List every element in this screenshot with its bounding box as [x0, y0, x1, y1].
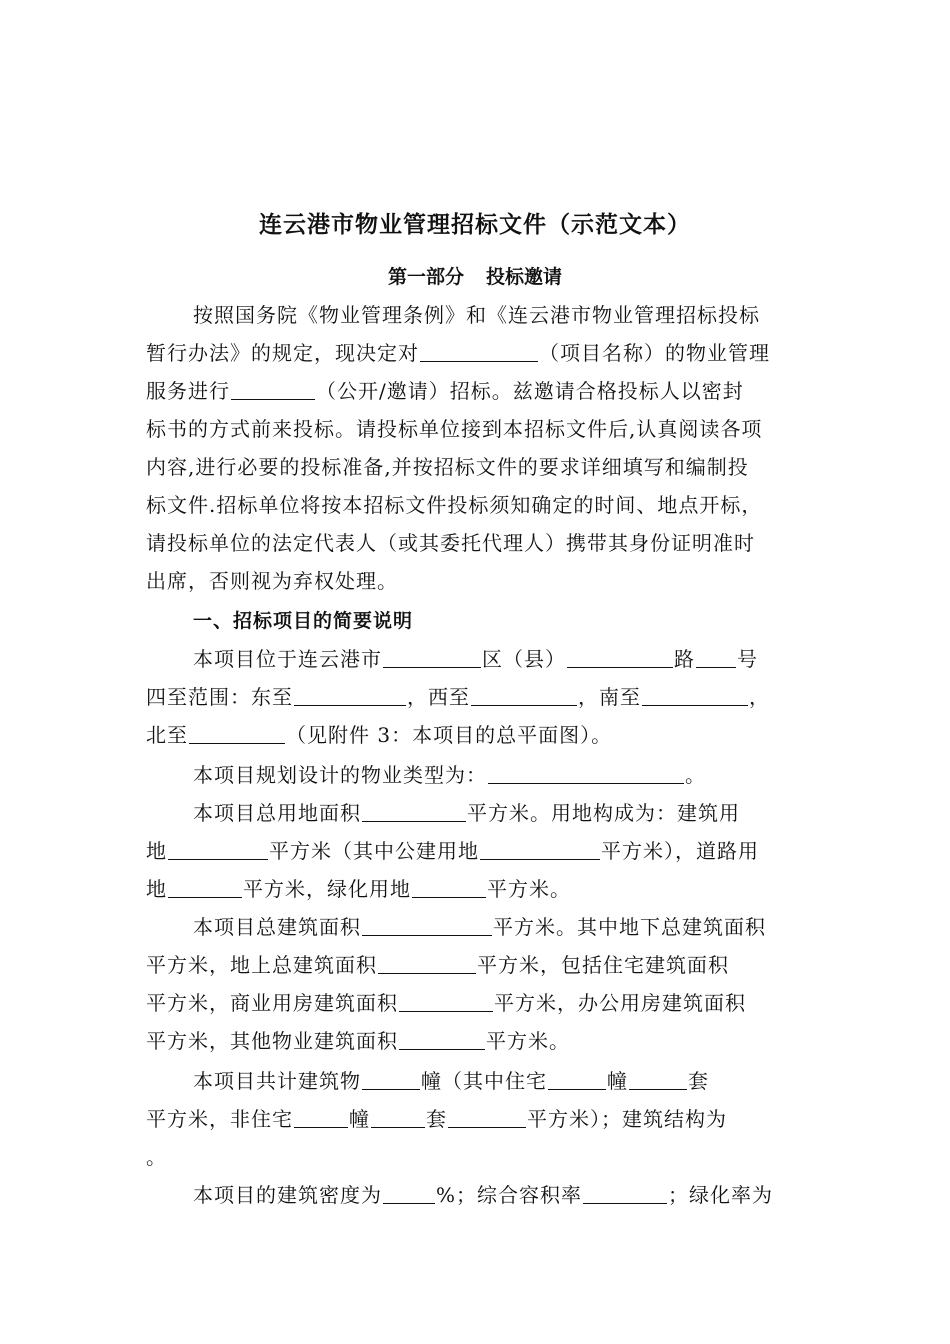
paragraph-line: 标文件.招标单位将按本招标文件投标须知确定的时间、地点开标， [146, 493, 763, 517]
part-heading [0, 262, 950, 289]
blank-field[interactable] [642, 683, 748, 706]
paragraph-line: 。 [146, 1145, 167, 1169]
blank-field[interactable] [383, 1181, 435, 1204]
blank-field[interactable] [371, 1105, 425, 1128]
blank-field[interactable] [189, 721, 285, 744]
blank-field[interactable] [399, 989, 493, 1012]
blank-field[interactable] [567, 645, 673, 668]
blank-field[interactable] [383, 645, 481, 668]
paragraph-line: 标书的方式前来投标。请投标单位接到本招标文件后,认真阅读各项 [146, 417, 763, 441]
blank-field[interactable] [412, 875, 486, 898]
blank-field[interactable] [362, 1067, 420, 1090]
paragraph-line: 本项目位于连云港市 区（县） 路 号 [193, 647, 758, 671]
blank-field[interactable] [480, 837, 600, 860]
paragraph-line: 本项目总建筑面积 平方米。其中地下总建筑面积 [193, 915, 766, 939]
paragraph-line: 暂行办法》的规定，现决定对 （项目名称）的物业管理 [146, 341, 770, 365]
blank-field[interactable] [168, 837, 268, 860]
blank-field[interactable] [448, 1105, 526, 1128]
blank-field[interactable] [471, 683, 577, 706]
blank-property-type[interactable] [488, 761, 684, 784]
section-heading: 一、招标项目的简要说明 [193, 610, 414, 632]
paragraph-line: 四至范围：东至 ，西至 ，南至 ， [146, 685, 770, 709]
paragraph-line: 服务进行 （公开/邀请）招标。兹邀请合格投标人以密封 [146, 379, 744, 403]
paragraph-line: 平方米，非住宅 幢 套 平方米）；建筑结构为 [146, 1107, 727, 1131]
paragraph-line: 平方米，其他物业建筑面积 平方米。 [146, 1029, 570, 1053]
blank-field[interactable] [294, 1105, 348, 1128]
paragraph-line: 本项目共计建筑物 幢（其中住宅 幢 套 [193, 1069, 709, 1093]
blank-field[interactable] [399, 1027, 485, 1050]
blank-field[interactable] [548, 1067, 606, 1090]
blank-tender-method[interactable] [231, 377, 315, 400]
blank-field[interactable] [362, 799, 466, 822]
document-title: 连云港市物业管理招标文件（示范文本） [259, 212, 691, 238]
part-name: 投标邀请 [486, 266, 563, 288]
paragraph-line: 平方米，地上总建筑面积 平方米，包括住宅建筑面积 [146, 953, 729, 977]
blank-field[interactable] [696, 645, 736, 668]
blank-field[interactable] [583, 1181, 667, 1204]
blank-field[interactable] [168, 875, 242, 898]
paragraph-line: 内容,进行必要的投标准备,并按招标文件的要求详细填写和编制投 [146, 455, 749, 479]
paragraph-line: 本项目的建筑密度为 %；综合容积率 ；绿化率为 [193, 1183, 774, 1207]
blank-field[interactable] [294, 683, 406, 706]
paragraph-line: 出席，否则视为弃权处理。 [146, 569, 398, 593]
paragraph-line: 地 平方米（其中公建用地 平方米），道路用 [146, 839, 759, 863]
paragraph-line: 地 平方米，绿化用地 平方米。 [146, 877, 571, 901]
blank-field[interactable] [362, 913, 492, 936]
blank-field[interactable] [629, 1067, 687, 1090]
part-label: 第一部分 [387, 266, 464, 288]
paragraph-line: 本项目总用地面积 平方米。用地构成为：建筑用 [193, 801, 740, 825]
paragraph-line: 北至 （见附件 3：本项目的总平面图）。 [146, 723, 613, 747]
paragraph-line: 按照国务院《物业管理条例》和《连云港市物业管理招标投标 [193, 303, 760, 327]
blank-project-name[interactable] [420, 339, 538, 362]
blank-field[interactable] [378, 951, 476, 974]
paragraph-line: 平方米，商业用房建筑面积 平方米，办公用房建筑面积 [146, 991, 746, 1015]
paragraph-line: 请投标单位的法定代表人（或其委托代理人）携带其身份证明准时 [146, 531, 755, 555]
paragraph-line: 本项目规划设计的物业类型为： 。 [193, 763, 706, 787]
